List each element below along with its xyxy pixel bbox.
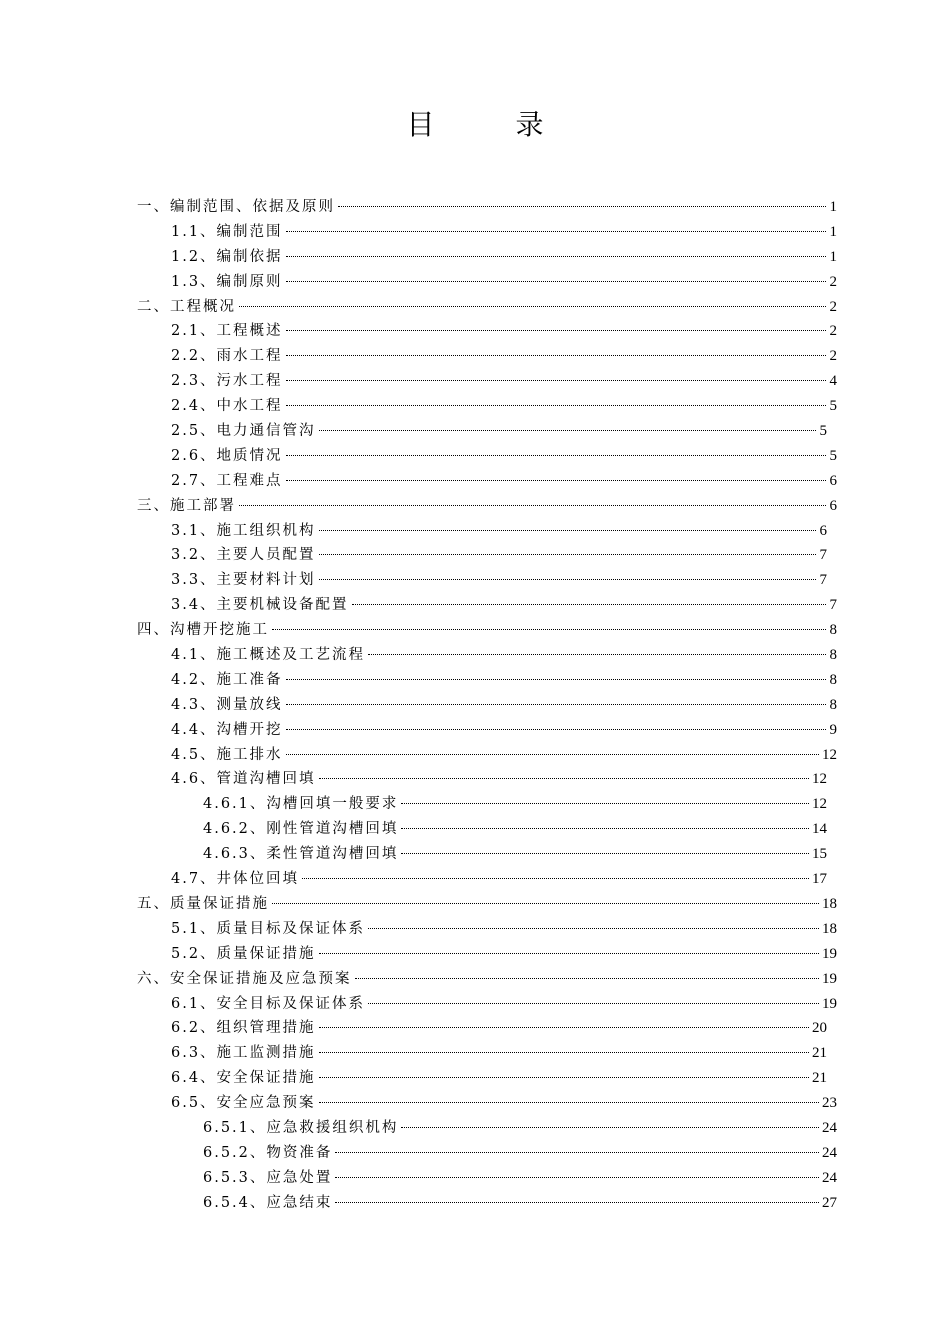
toc-entry-label: 6.5.1、应急救援组织机构 [203,1119,399,1136]
toc-entry-page-number: 19 [822,995,837,1012]
toc-entry[interactable] [137,843,837,868]
toc-entry-label: 6.5.2、物资准备 [203,1144,333,1161]
dot-leader [272,902,819,904]
toc-entry[interactable] [137,370,837,395]
dot-leader [286,230,826,232]
toc-entry-label: 4.5、施工排水 [171,746,283,763]
toc-entry-label: 3.3、主要材料计划 [171,572,316,589]
toc-entry-label: 4.6、管道沟槽回填 [171,771,316,788]
toc-entry-page-number: 24 [822,1144,837,1161]
toc-entry-page-number: 9 [829,721,837,738]
toc-entry-label: 五、质量保证措施 [137,895,269,912]
toc-entry-label: 4.2、施工准备 [171,671,283,688]
toc-entry-label: 2.2、雨水工程 [171,348,283,365]
toc-entry-label: 3.1、施工组织机构 [171,522,316,539]
toc-entry-label: 4.6.3、柔性管道沟槽回填 [203,846,399,863]
toc-entry-page-number: 6 [829,472,837,489]
dot-leader [286,753,819,755]
dot-leader [286,379,826,381]
toc-entry-page-number: 1 [829,199,837,215]
toc-entry-label: 4.1、施工概述及工艺流程 [171,647,366,664]
toc-entry[interactable] [137,1017,837,1042]
toc-entry-page-number: 2 [829,348,837,365]
dot-leader [302,877,809,879]
toc-entry-page-number: 19 [822,970,837,987]
dot-leader [335,1176,819,1178]
toc-entry[interactable] [137,345,837,370]
toc-entry[interactable] [137,271,837,296]
toc-entry-page-number: 2 [829,298,837,315]
dot-leader [286,280,826,282]
toc-entry-label: 2.7、工程难点 [171,472,283,489]
toc-entry-page-number: 14 [812,821,827,838]
toc-entry-page-number: 27 [822,1194,837,1211]
toc-entry-label: 4.6.2、刚性管道沟槽回填 [203,821,399,838]
toc-entry[interactable] [137,968,837,993]
toc-entry[interactable] [137,744,837,769]
toc-entry-page-number: 15 [812,846,827,863]
toc-entry-label: 4.4、沟槽开挖 [171,721,283,738]
dot-leader [286,354,826,356]
toc-entry-page-number: 6 [819,522,827,539]
toc-entry-page-number: 8 [829,696,837,713]
toc-entry-page-number: 5 [829,447,837,464]
toc-entry-page-number: 12 [812,796,827,813]
dot-leader [239,504,826,506]
toc-entry-label: 6.1、安全目标及保证体系 [171,995,366,1012]
toc-entry[interactable] [137,1142,837,1167]
toc-entry[interactable] [137,544,837,569]
toc-entry[interactable] [137,296,837,321]
toc-entry[interactable] [137,1167,837,1192]
toc-entry-page-number: 18 [822,920,837,937]
dot-leader [286,255,826,257]
toc-entry[interactable] [137,619,837,644]
dot-leader [368,927,819,929]
dot-leader [272,628,826,630]
page-title: 目 录 [406,108,580,141]
toc-entry[interactable] [137,221,837,246]
toc-entry-page-number: 8 [829,647,837,664]
dot-leader [319,553,816,555]
toc-entry-page-number: 20 [812,1020,827,1037]
toc-entry[interactable] [137,520,837,545]
toc-entry[interactable] [137,818,837,843]
dot-leader [319,1101,819,1103]
toc-entry-label: 2.4、中水工程 [171,398,283,415]
toc-entry-page-number: 19 [822,945,837,962]
toc-entry[interactable] [137,793,837,818]
toc-entry-label: 6.2、组织管理措施 [171,1020,316,1037]
toc-entry-label: 6.5、安全应急预案 [171,1095,316,1112]
dot-leader [319,952,819,954]
toc-entry-page-number: 8 [829,622,837,639]
dot-leader [319,777,809,779]
toc-entry[interactable] [137,246,837,271]
toc-entry-page-number: 24 [822,1169,837,1186]
toc-entry-page-number: 17 [812,871,827,888]
toc-entry[interactable] [137,669,837,694]
dot-leader [319,1076,809,1078]
dot-leader [401,1126,819,1128]
dot-leader [355,977,820,979]
toc-entry[interactable] [137,1042,837,1067]
dot-leader [319,1051,809,1053]
toc-entry[interactable] [137,445,837,470]
toc-entry[interactable] [137,943,837,968]
toc-entry-page-number: 21 [812,1045,827,1062]
toc-entry-label: 6.5.4、应急结束 [203,1194,333,1211]
toc-entry[interactable] [137,569,837,594]
toc-entry-label: 5.1、质量目标及保证体系 [171,920,366,937]
toc-entry[interactable] [137,719,837,744]
toc-entry[interactable] [137,1192,837,1217]
toc-entry-label: 6.4、安全保证措施 [171,1070,316,1087]
toc-entry-page-number: 12 [812,771,827,788]
toc-entry-label: 4.3、测量放线 [171,696,283,713]
toc-entry[interactable] [137,868,837,893]
toc-entry-label: 1.3、编制原则 [171,273,283,290]
dot-leader [335,1151,819,1153]
dot-leader [286,703,826,705]
dot-leader [335,1201,819,1203]
dot-leader [286,479,826,481]
dot-leader [338,205,826,207]
toc-entry-page-number: 2 [829,323,837,340]
toc-entry-label: 二、工程概况 [137,298,236,315]
toc-entry-label: 六、安全保证措施及应急预案 [137,970,352,987]
toc-entry-label: 6.5.3、应急处置 [203,1169,333,1186]
dot-leader [319,1026,809,1028]
toc-entry-label: 2.1、工程概述 [171,323,283,340]
toc-entry[interactable] [137,768,837,793]
toc-entry-page-number: 8 [829,671,837,688]
toc-entry-page-number: 21 [812,1070,827,1087]
toc-entry[interactable] [137,495,837,520]
toc-entry-label: 2.3、污水工程 [171,373,283,390]
toc-entry[interactable] [137,993,837,1018]
toc-entry-label: 2.6、地质情况 [171,447,283,464]
toc-entry[interactable] [137,893,837,918]
toc-entry-label: 四、沟槽开挖施工 [137,622,269,639]
dot-leader [286,329,826,331]
toc-entry[interactable] [137,320,837,345]
toc-entry-page-number: 7 [819,547,827,564]
toc-entry-page-number: 1 [829,248,837,265]
dot-leader [286,728,826,730]
dot-leader [401,827,809,829]
toc-entry-page-number: 12 [822,746,837,763]
toc-entry-page-number: 7 [819,572,827,589]
dot-leader [401,852,809,854]
toc-entry-label: 一、编制范围、依据及原则 [137,199,335,215]
toc-entry[interactable] [137,196,837,221]
toc-entry-page-number: 2 [829,273,837,290]
toc-entry-page-number: 24 [822,1119,837,1136]
toc-entry[interactable] [137,694,837,719]
table-of-contents [137,196,837,1217]
toc-entry-page-number: 5 [829,398,837,415]
toc-entry[interactable] [137,1117,837,1142]
dot-leader [319,578,816,580]
toc-entry[interactable] [137,1092,837,1117]
toc-entry[interactable] [137,470,837,495]
dot-leader [319,429,816,431]
dot-leader [352,603,826,605]
toc-entry[interactable] [137,644,837,669]
toc-entry-label: 1.2、编制依据 [171,248,283,265]
dot-leader [368,1002,819,1004]
toc-entry[interactable] [137,420,837,445]
toc-entry[interactable] [137,1067,837,1092]
toc-entry-label: 4.7、井体位回填 [171,871,300,888]
toc-entry[interactable] [137,594,837,619]
toc-entry[interactable] [137,395,837,420]
toc-entry-label: 6.3、施工监测措施 [171,1045,316,1062]
toc-entry-page-number: 18 [822,895,837,912]
toc-entry[interactable] [137,918,837,943]
dot-leader [401,802,809,804]
toc-entry-label: 2.5、电力通信管沟 [171,423,316,440]
toc-entry-label: 3.4、主要机械设备配置 [171,597,349,614]
toc-entry-page-number: 1 [829,223,837,240]
toc-entry-page-number: 6 [829,497,837,514]
dot-leader [286,454,826,456]
toc-entry-page-number: 7 [829,597,837,614]
dot-leader [319,529,816,531]
toc-entry-page-number: 4 [829,373,837,390]
dot-leader [239,305,826,307]
toc-entry-label: 5.2、质量保证措施 [171,945,316,962]
dot-leader [368,653,826,655]
toc-entry-label: 4.6.1、沟槽回填一般要求 [203,796,399,813]
toc-entry-label: 3.2、主要人员配置 [171,547,316,564]
toc-entry-label: 三、施工部署 [137,497,236,514]
toc-entry-page-number: 5 [819,423,827,440]
toc-entry-label: 1.1、编制范围 [171,223,283,240]
toc-entry-page-number: 23 [822,1095,837,1112]
dot-leader [286,678,826,680]
dot-leader [286,404,826,406]
